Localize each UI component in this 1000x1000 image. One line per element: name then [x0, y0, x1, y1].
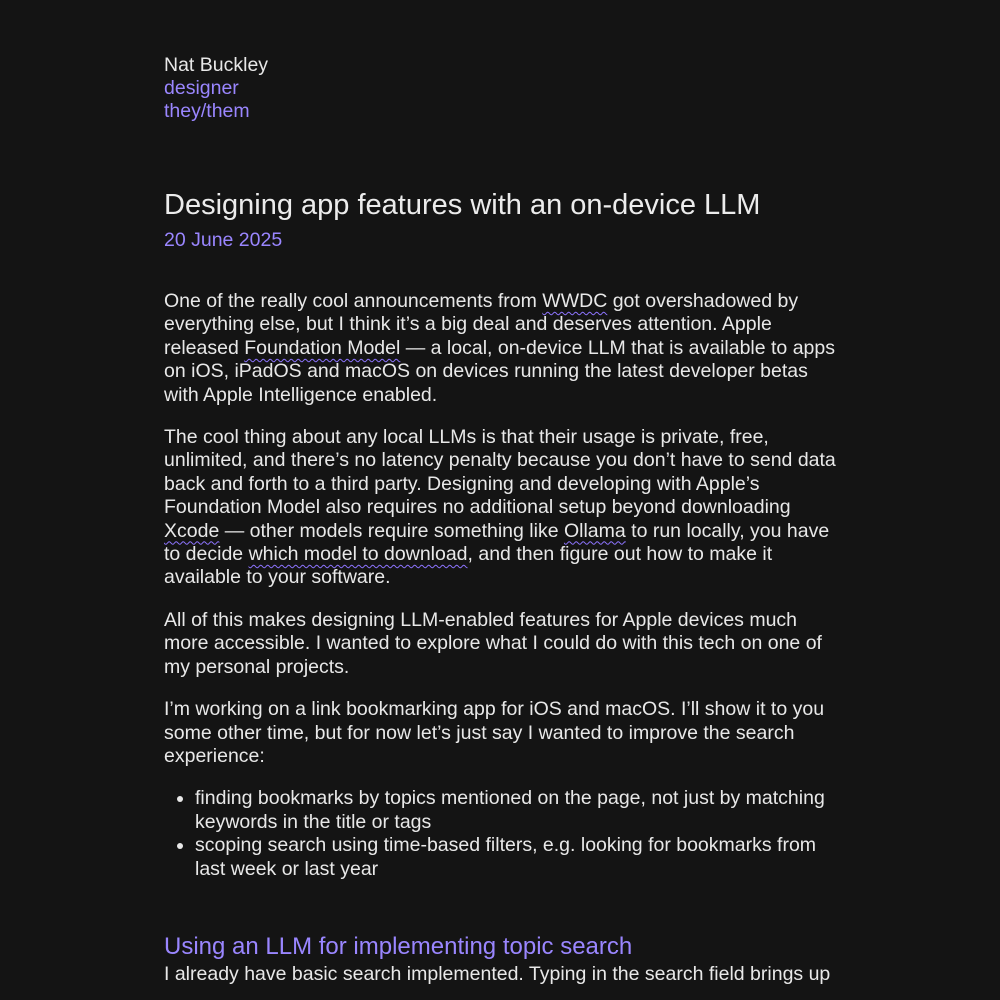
- list-item: • finding bookmarks by topics mentioned on the page, not just by matching keywords in the title or tags: [195, 787, 844, 834]
- p2-text-3: to run locally, you have to decide: [164, 519, 830, 566]
- feature-list: [164, 787, 844, 881]
- paragraph-2: [164, 426, 844, 590]
- p2-text-1: The cool thing about any local LLMs is that their usage is private, free, unlimited, and there’s no latency penalty because you don’t have to send data back and forth to a third party. Designing and developing with Apple’s Foundation Model also requires no additional setup beyond downloading: [164, 426, 836, 519]
- author-pronouns: they/them: [164, 100, 250, 122]
- post-title: Designing app features with an on-device LLM: [164, 189, 761, 221]
- paragraph-1: [164, 290, 844, 407]
- p1-text-3: — a local, on-device LLM that is available to apps on iOS, iPadOS and macOS on devices running the latest developer betas with Apple Intelligence enabled.: [164, 336, 835, 406]
- author-block: [164, 54, 844, 123]
- p1-text-1: One of the really cool announcements from: [164, 290, 543, 312]
- article-body: [164, 290, 844, 986]
- foundation-model-link[interactable]: Foundation Model: [244, 336, 401, 359]
- ollama-link[interactable]: Ollama: [563, 519, 626, 542]
- author-name[interactable]: Nat Buckley: [164, 54, 269, 76]
- section-heading: Using an LLM for implementing topic search: [164, 932, 633, 960]
- content-column: [164, 54, 844, 1000]
- p2-text-2: — other models require something like: [219, 519, 564, 542]
- post-date: 20 June 2025: [164, 229, 283, 251]
- paragraph-3: All of this makes designing LLM-enabled features for Apple devices much more accessible. I wanted to explore what I could do with this tech on one of my personal projects.: [164, 608, 822, 678]
- which-model-link[interactable]: which model to download: [248, 543, 468, 566]
- author-role: designer: [164, 77, 239, 99]
- wwdc-link[interactable]: WWDC: [542, 290, 608, 312]
- list-item: • scoping search using time-based filters, e.g. looking for bookmarks from last week or last year: [195, 834, 844, 881]
- p2-text-4: , and then figure out how to make it available to your software.: [164, 543, 773, 589]
- paragraph-5: I already have basic search implemented. Typing in the search field brings up: [164, 962, 831, 985]
- p1-text-2: got overshadowed by everything else, but I think it’s a big deal and deserves attention. Apple released: [164, 290, 799, 359]
- xcode-link[interactable]: Xcode: [164, 519, 220, 542]
- paragraph-4: I’m working on a link bookmarking app for iOS and macOS. I’ll show it to you some other time, but for now let’s just say I wanted to improve the search experience:: [164, 698, 825, 767]
